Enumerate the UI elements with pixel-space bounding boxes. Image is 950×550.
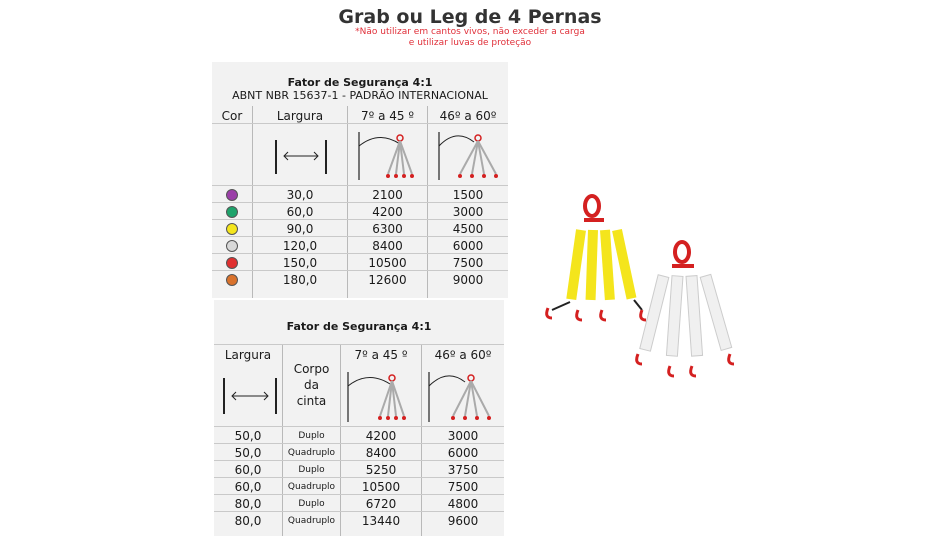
table-cell-angle1: 2100 [372, 187, 403, 202]
table-cell-angle1: 4200 [372, 204, 403, 219]
table-cell-angle2: 6000 [452, 238, 484, 253]
table-row-color [212, 237, 252, 254]
table-cell-angle2: 4800 [447, 496, 479, 511]
width-arrow-icon [220, 372, 280, 418]
col-largura-header: Largura [276, 109, 324, 123]
table-cell-angle1: 8400 [372, 238, 403, 253]
table-cell-corpo: Duplo [298, 464, 325, 475]
table-cell-largura: 90,0 [286, 221, 314, 236]
table-cell-angle1: 10500 [361, 479, 401, 494]
col-corpo-header-2: da [304, 378, 319, 392]
table-cell-angle2: 7500 [447, 479, 479, 494]
table-cell-largura: 80,0 [234, 513, 262, 528]
table-cell-largura: 180,0 [282, 272, 318, 287]
table-color-capacity [212, 62, 508, 298]
table-row-color [212, 203, 252, 220]
sling-angle-icon [434, 128, 504, 182]
table-body-capacity [214, 300, 504, 536]
table-row-color [212, 186, 252, 203]
table-row-color [212, 254, 252, 271]
color-dot-icon [226, 189, 238, 201]
table-cell-corpo: Quadruplo [287, 447, 336, 458]
sling-angle-icon [354, 128, 424, 182]
col-corpo-header-1: Corpo [293, 362, 330, 376]
table-cell-largura: 120,0 [282, 238, 318, 253]
table-cell-corpo: Duplo [298, 430, 325, 441]
page-title: Grab ou Leg de 4 Pernas [338, 6, 602, 28]
table-cell-angle2: 3000 [452, 204, 484, 219]
col-angle1-header: 7º a 45 º [360, 109, 414, 123]
col-corpo-header-3: cinta [296, 394, 327, 408]
table-cell-angle1: 13440 [361, 513, 401, 528]
width-arrow-icon [272, 134, 332, 178]
table-cell-largura: 30,0 [286, 187, 314, 202]
safety-warning [330, 27, 610, 49]
table-cell-angle1: 6300 [372, 221, 403, 236]
table-cell-largura: 50,0 [234, 445, 262, 460]
table-cell-angle2: 3000 [447, 428, 479, 443]
table-cell-angle2: 4500 [452, 221, 484, 236]
table-cell-angle1: 5250 [365, 462, 397, 477]
color-dot-icon [226, 223, 238, 235]
white-sling-illustration [637, 242, 734, 376]
table-cell-angle1: 10500 [368, 255, 407, 270]
sling-angle-icon [344, 368, 418, 424]
table-cell-angle1: 8400 [365, 445, 397, 460]
color-dot-icon [226, 257, 238, 269]
table-row-color [212, 271, 252, 288]
table1-heading: Fator de Segurança 4:1 [287, 76, 433, 89]
table2-heading: Fator de Segurança 4:1 [286, 320, 432, 333]
col-angle1-header: 7º a 45 º [354, 348, 408, 362]
color-dot-icon [226, 274, 238, 286]
sling-photo [530, 190, 750, 390]
warning-line-1: *Não utilizar em cantos vivos, não exceder a carga [355, 27, 585, 37]
table-cell-corpo: Duplo [298, 498, 325, 509]
table-cell-largura: 150,0 [282, 255, 318, 270]
table-cell-angle2: 9600 [447, 513, 479, 528]
warning-line-2: e utilizar luvas de proteção [408, 38, 532, 48]
table-cell-angle2: 1500 [452, 187, 484, 202]
table-cell-angle2: 3750 [447, 462, 479, 477]
table-cell-largura: 60,0 [234, 479, 262, 494]
table-cell-angle1: 12600 [368, 272, 407, 287]
col-angle2-header: 46º a 60º [439, 109, 497, 123]
table1-subheading: ABNT NBR 15637-1 - PADRÃO INTERNACIONAL [232, 89, 488, 102]
table-cell-largura: 80,0 [234, 496, 262, 511]
table-cell-angle2: 7500 [452, 255, 484, 270]
table-cell-corpo: Quadruplo [287, 481, 336, 492]
col-angle2-header: 46º a 60º [434, 348, 492, 362]
col-cor-header: Cor [221, 109, 243, 123]
table-cell-corpo: Quadruplo [287, 515, 336, 526]
col-largura-header: Largura [224, 348, 272, 362]
color-dot-icon [226, 240, 238, 252]
table-cell-largura: 60,0 [234, 462, 262, 477]
table-cell-angle1: 4200 [365, 428, 397, 443]
table-cell-angle1: 6720 [365, 496, 397, 511]
sling-angle-icon [425, 368, 499, 424]
color-dot-icon [226, 206, 238, 218]
yellow-sling-illustration [547, 196, 646, 320]
table-cell-angle2: 6000 [447, 445, 479, 460]
table-cell-angle2: 9000 [452, 272, 484, 287]
table-row-color [212, 220, 252, 237]
table-cell-largura: 50,0 [234, 428, 262, 443]
table-cell-largura: 60,0 [286, 204, 314, 219]
